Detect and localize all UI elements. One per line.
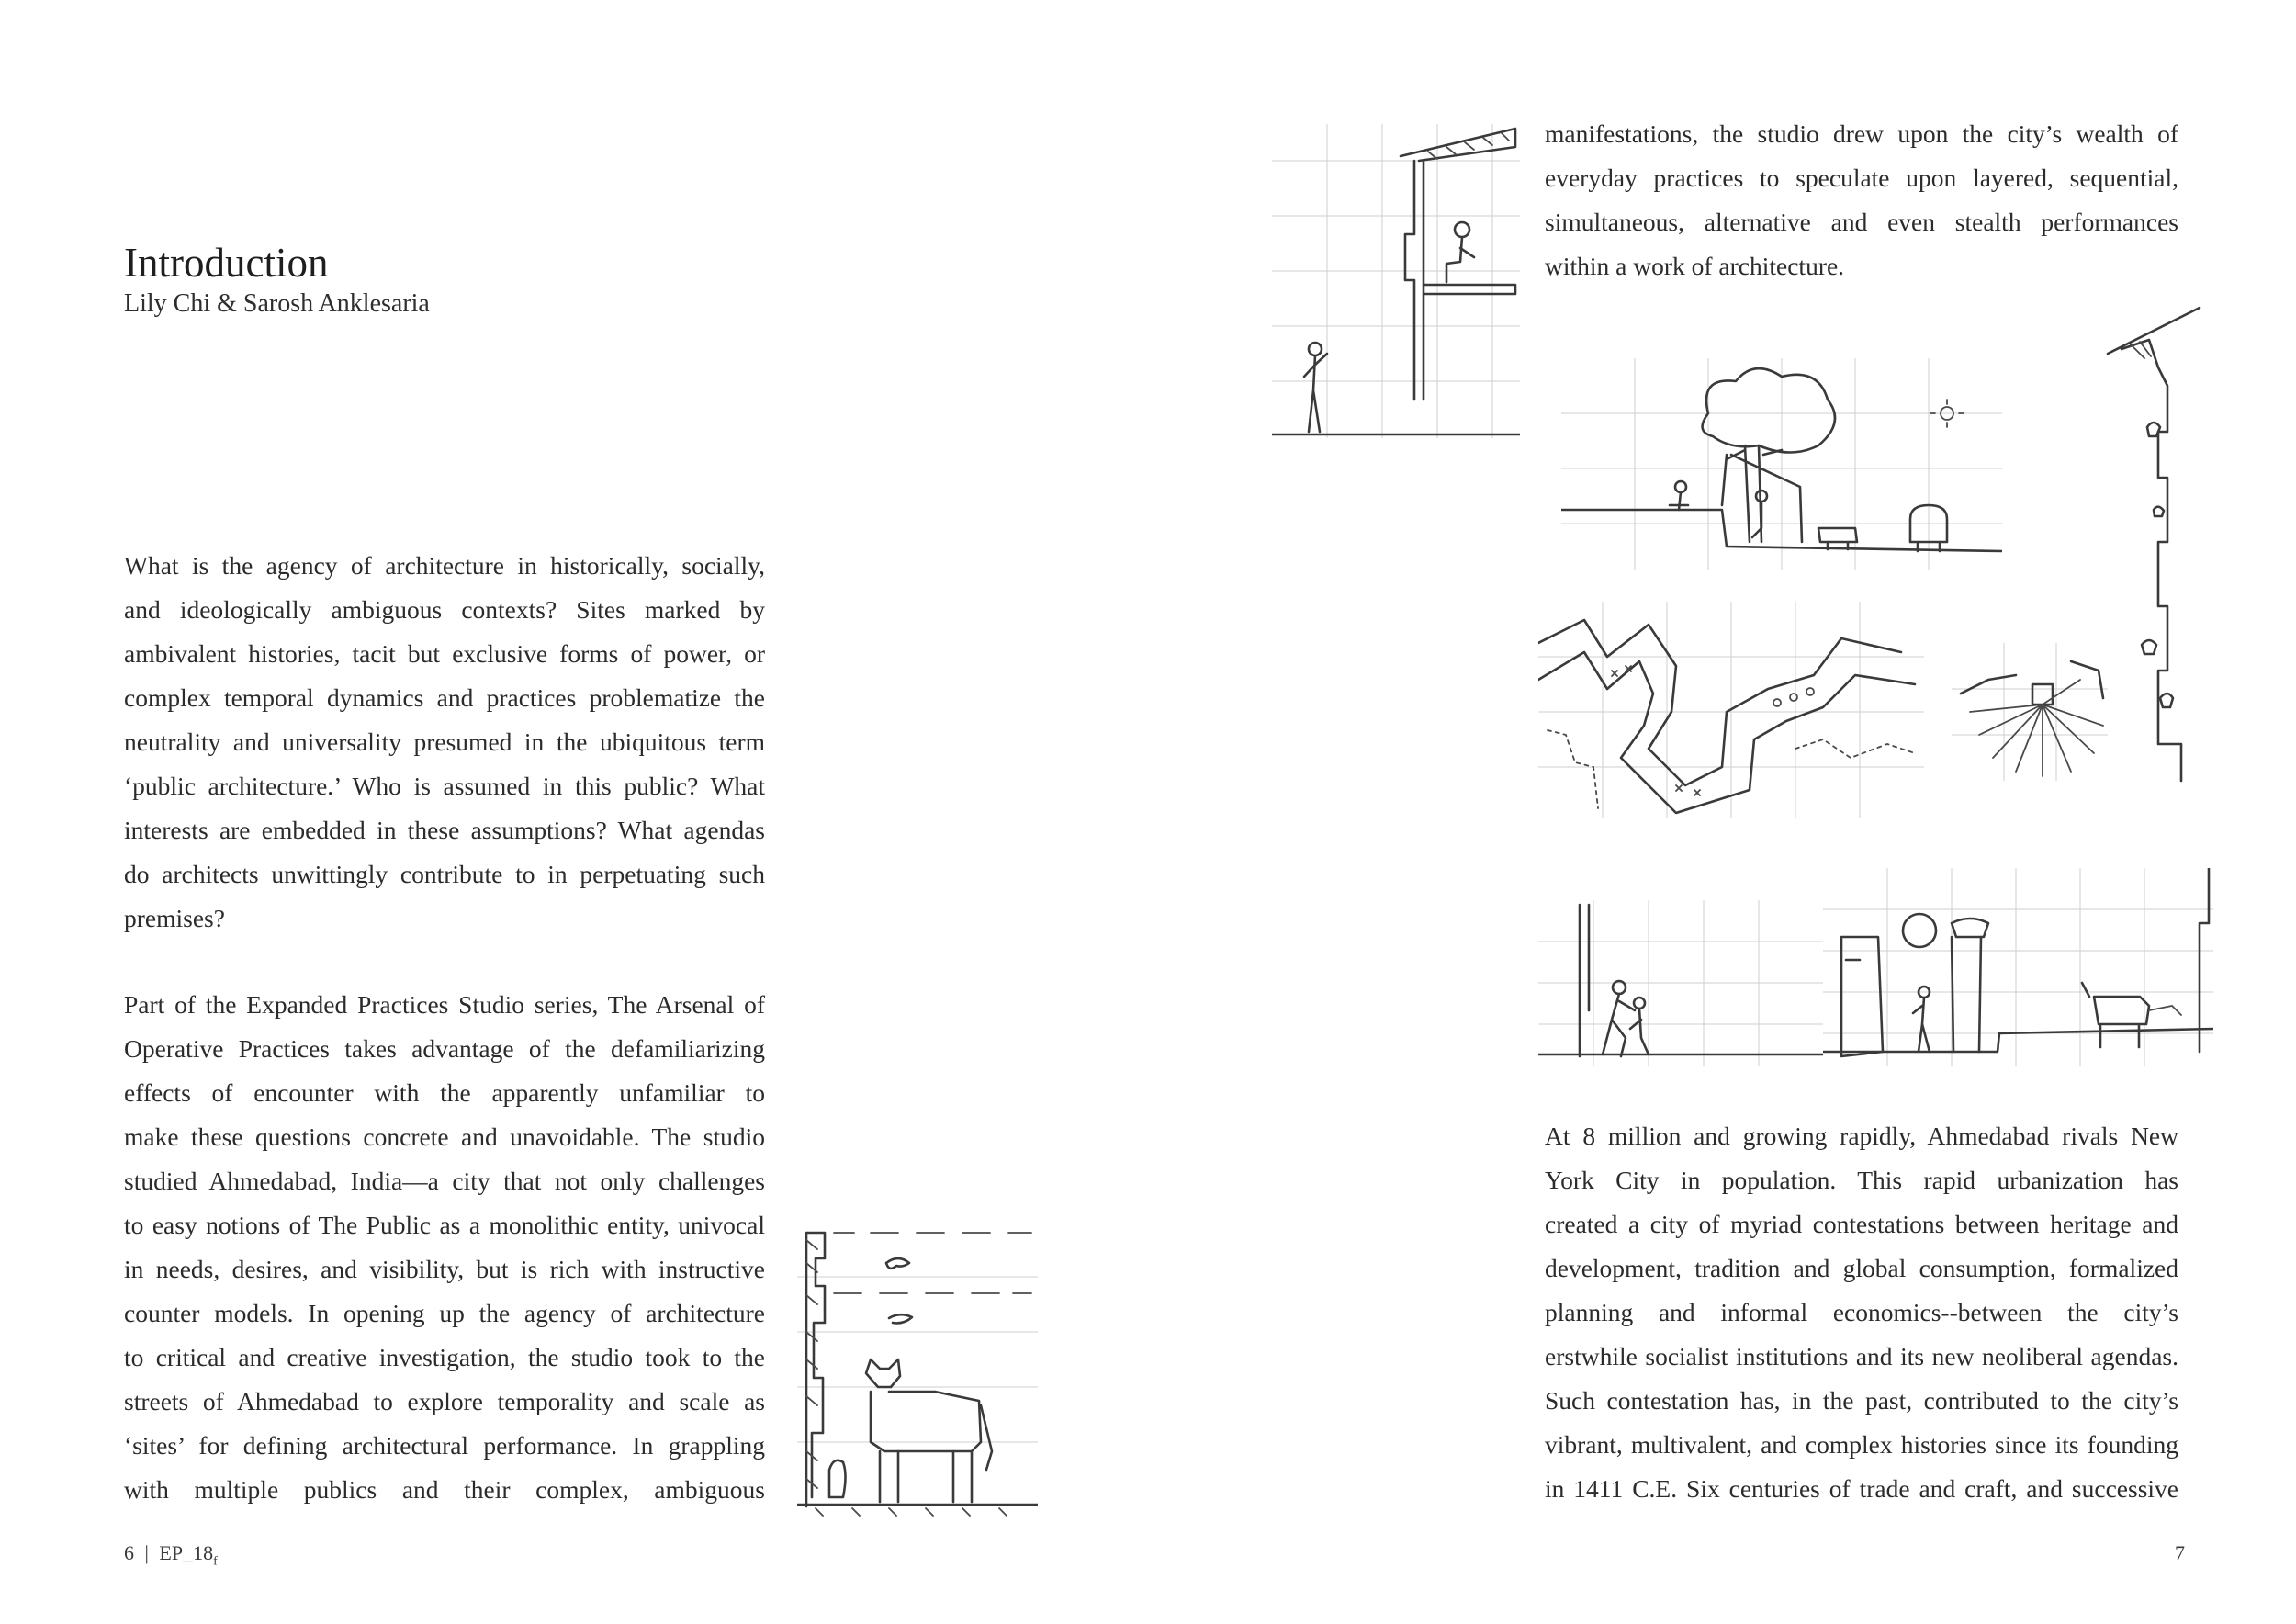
seated-person-body — [1630, 1009, 1649, 1054]
right-paragraph-1 — [1545, 112, 2178, 288]
right-folio — [2175, 1541, 2185, 1565]
tree-canopy — [1703, 368, 1835, 452]
text-line: manifestations, the studio drew upon the city’s wealth of — [1545, 119, 2178, 148]
cow-legs — [880, 1405, 992, 1502]
street-cow-cart-sketch — [1823, 868, 2213, 1066]
text-line: in 1411 C.E. Six centuries of trade and craft, and successive — [1545, 1474, 2178, 1503]
text-line: make these questions concrete and unavoidable. The studio — [124, 1122, 765, 1151]
person-head — [1634, 998, 1645, 1009]
sketch-grid — [797, 1277, 1038, 1442]
text-line: simultaneous, alternative and even stealth performances — [1545, 208, 2178, 236]
page-title: Introduction — [124, 240, 329, 286]
tree-trunk — [1727, 445, 1782, 542]
text-line: to easy notions of The Public as a monolithic entity, univocal — [124, 1211, 765, 1239]
bird-sketch — [886, 1258, 909, 1269]
bird-sketch — [2160, 694, 2173, 707]
bird-sketch — [889, 1314, 912, 1323]
column-section — [1405, 161, 1424, 400]
roof-canopy — [1401, 129, 1515, 161]
text-line: Operative Practices takes advantage of the defamiliarizing — [124, 1034, 765, 1063]
basket-bundle — [1952, 919, 1988, 937]
journal-subscript: f — [213, 1554, 218, 1569]
text-line: premises? — [124, 904, 225, 932]
vendor-head — [1756, 491, 1767, 502]
text-line: within a work of architecture. — [1545, 252, 1845, 280]
left-paragraph-1 — [124, 544, 765, 941]
sketch-grid — [1538, 900, 1823, 1066]
vehicle-sketch — [1841, 937, 1883, 1056]
text-line: counter models. In opening up the agency of architecture — [124, 1299, 765, 1327]
text-line: What is the agency of architecture in historically, socially, — [124, 551, 765, 580]
text-line: erstwhile socialist institutions and its new neoliberal agendas. — [1545, 1342, 2178, 1370]
sketch-grid — [1272, 124, 1520, 438]
text-line: in needs, desires, and visibility, but is rich with instructive — [124, 1255, 765, 1283]
zigzag-wall-inner — [1538, 652, 1915, 813]
left-paragraph-2 — [124, 983, 765, 1512]
text-line: to critical and creative investigation, the studio took to the — [124, 1343, 765, 1371]
folio-separator: | — [144, 1541, 149, 1564]
text-line: do architects unwittingly contribute to in perpetuating such — [124, 860, 765, 888]
journal-title: EP_18 — [159, 1541, 214, 1564]
right-paragraph-2 — [1545, 1114, 2178, 1511]
seated-person-body — [1603, 994, 1635, 1056]
circle-mark — [1806, 688, 1814, 695]
text-line: complex temporal dynamics and practices problematize the — [124, 683, 765, 712]
seated-person-head — [1455, 222, 1469, 237]
radial-shrine-plan-sketch — [1952, 643, 2108, 781]
text-line: everyday practices to speculate upon layered, sequential, — [1545, 164, 2178, 192]
zigzag-wall-plan-sketch — [1538, 602, 1924, 818]
text-line: effects of encounter with the apparently unfamiliar to — [124, 1078, 765, 1107]
person-body — [1670, 492, 1688, 510]
text-line: York City in population. This rapid urbanization has — [1545, 1166, 2178, 1194]
text-line: with multiple publics and their complex, ambiguous — [124, 1475, 765, 1504]
standing-person-body — [1913, 998, 1930, 1052]
cow-and-wall-sketch — [797, 1222, 1038, 1520]
circle-mark — [1790, 694, 1797, 701]
hay-sketch — [2149, 1006, 2181, 1015]
text-line: Such contestation has, in the past, contributed to the city’s — [1545, 1386, 2178, 1415]
building-section-sketch — [1272, 124, 1520, 438]
seated-figures-sketch — [1538, 900, 1823, 1066]
seated-person-body — [1446, 237, 1474, 282]
text-line: ambivalent histories, tacit but exclusive forms of power, or — [124, 639, 765, 668]
wall-section — [806, 1233, 825, 1506]
standing-person-body — [1304, 354, 1327, 432]
facade-birds-sketch — [2103, 303, 2204, 790]
text-line: and ideologically ambiguous contexts? Sites marked by — [124, 595, 765, 624]
page-number: 7 — [2175, 1541, 2185, 1564]
text-line: vibrant, multivalent, and complex histories since its founding — [1545, 1430, 2178, 1459]
text-line: ‘sites’ for defining architectural performance. In grappling — [124, 1431, 765, 1460]
page-number: 6 — [124, 1541, 134, 1564]
ground-hatching — [816, 1508, 1007, 1516]
person-head — [1675, 481, 1686, 492]
cow-head — [866, 1359, 900, 1387]
radial-lines — [1970, 680, 2103, 776]
text-line: studied Ahmedabad, India—a city that not only challenges — [124, 1167, 765, 1195]
tree-vendors-sketch — [1561, 358, 2002, 570]
text-line: planning and informal economics--between the city’s — [1545, 1298, 2178, 1326]
shrine-square — [2032, 684, 2053, 705]
bird-sketch — [2147, 423, 2160, 436]
text-line: streets of Ahmedabad to explore temporality and scale as — [124, 1387, 765, 1415]
cat-sketch — [829, 1460, 846, 1497]
bird-sketch — [2142, 640, 2156, 654]
text-line: Part of the Expanded Practices Studio series, The Arsenal of — [124, 990, 765, 1019]
text-line: neutrality and universality presumed in the ubiquitous term — [124, 727, 765, 756]
author-names: Lily Chi & Sarosh Anklesaria — [124, 289, 430, 318]
standing-person-head — [1309, 343, 1322, 355]
facade-outline — [2108, 308, 2200, 781]
left-folio — [124, 1541, 218, 1569]
cart-sketch — [1818, 528, 1857, 549]
cross-marks — [1612, 666, 1700, 795]
zigzag-wall-outer — [1538, 620, 1901, 785]
sketch-grid — [1561, 358, 2002, 570]
circle-mark — [1773, 699, 1781, 706]
post-sketch — [1952, 937, 1981, 1052]
text-line: created a city of myriad contestations between heritage and — [1545, 1210, 2178, 1238]
bird-sketch — [2154, 507, 2164, 516]
text-line: At 8 million and growing rapidly, Ahmedabad rivals New — [1545, 1122, 2178, 1150]
round-bundle — [1903, 914, 1936, 947]
text-line: interests are embedded in these assumptions? What agendas — [124, 816, 765, 844]
text-line: ‘public architecture.’ Who is assumed in this public? What — [124, 772, 765, 800]
wall-edge — [1580, 905, 1589, 1056]
text-line: development, tradition and global consumption, formalized — [1545, 1254, 2178, 1282]
